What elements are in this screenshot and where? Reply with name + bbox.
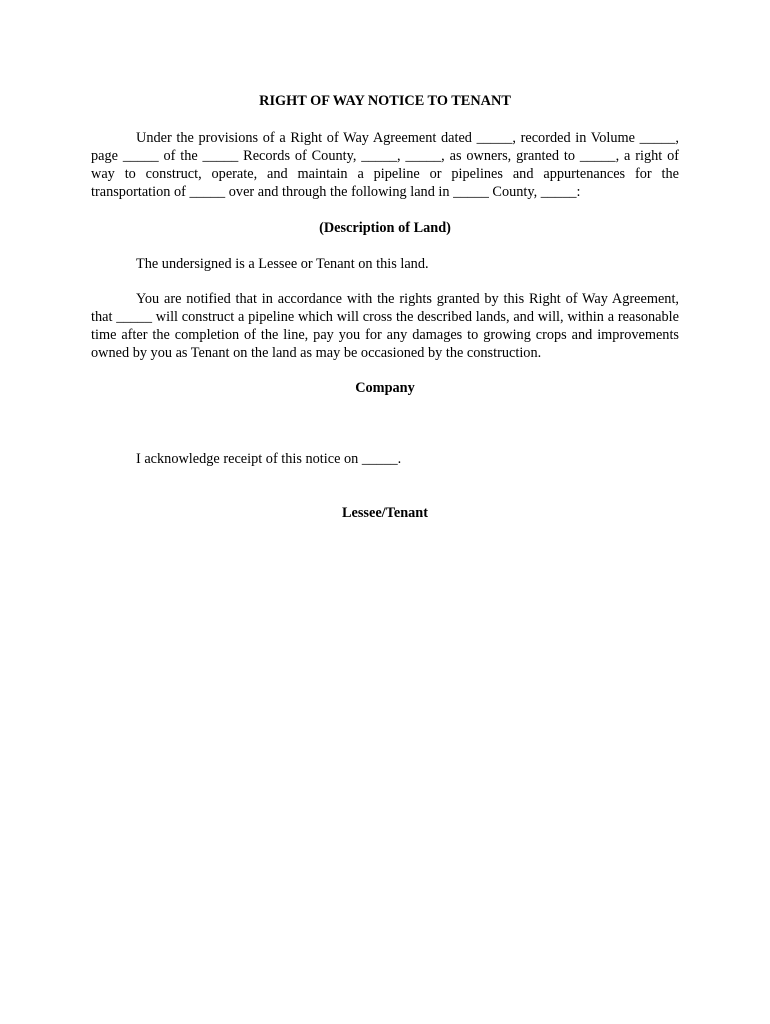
agreement-paragraph: Under the provisions of a Right of Way Agreement dated _____, recorded in Volume _____, page _____ of the _____ Records of County, _____, _____, as owners, granted to _____, a right of way to construct, operate, and maintain a pipeline or pipelines and appurtenances for the transportation of _____ over and through the following land in _____ County, _____: [91,130,679,200]
lessee-statement: The undersigned is a Lessee or Tenant on this land. [136,256,429,272]
lessee-tenant-signature-label: Lessee/Tenant [341,505,429,521]
document-title: RIGHT OF WAY NOTICE TO TENANT [259,93,511,109]
acknowledgement-line: I acknowledge receipt of this notice on _____. [136,451,402,467]
company-signature-label: Company [355,380,415,396]
notification-paragraph: You are notified that in accordance with the rights granted by this Right of Way Agreement, that _____ will construct a pipeline which will cross the described lands, and will, within a reasonable time after the completion of the line, pay you for any damages to growing crops and improvements owned by you as Tenant on the land as may be occasioned by the construction. [91,291,679,361]
description-of-land-heading: (Description of Land) [319,220,451,236]
document-page [91,92,679,522]
